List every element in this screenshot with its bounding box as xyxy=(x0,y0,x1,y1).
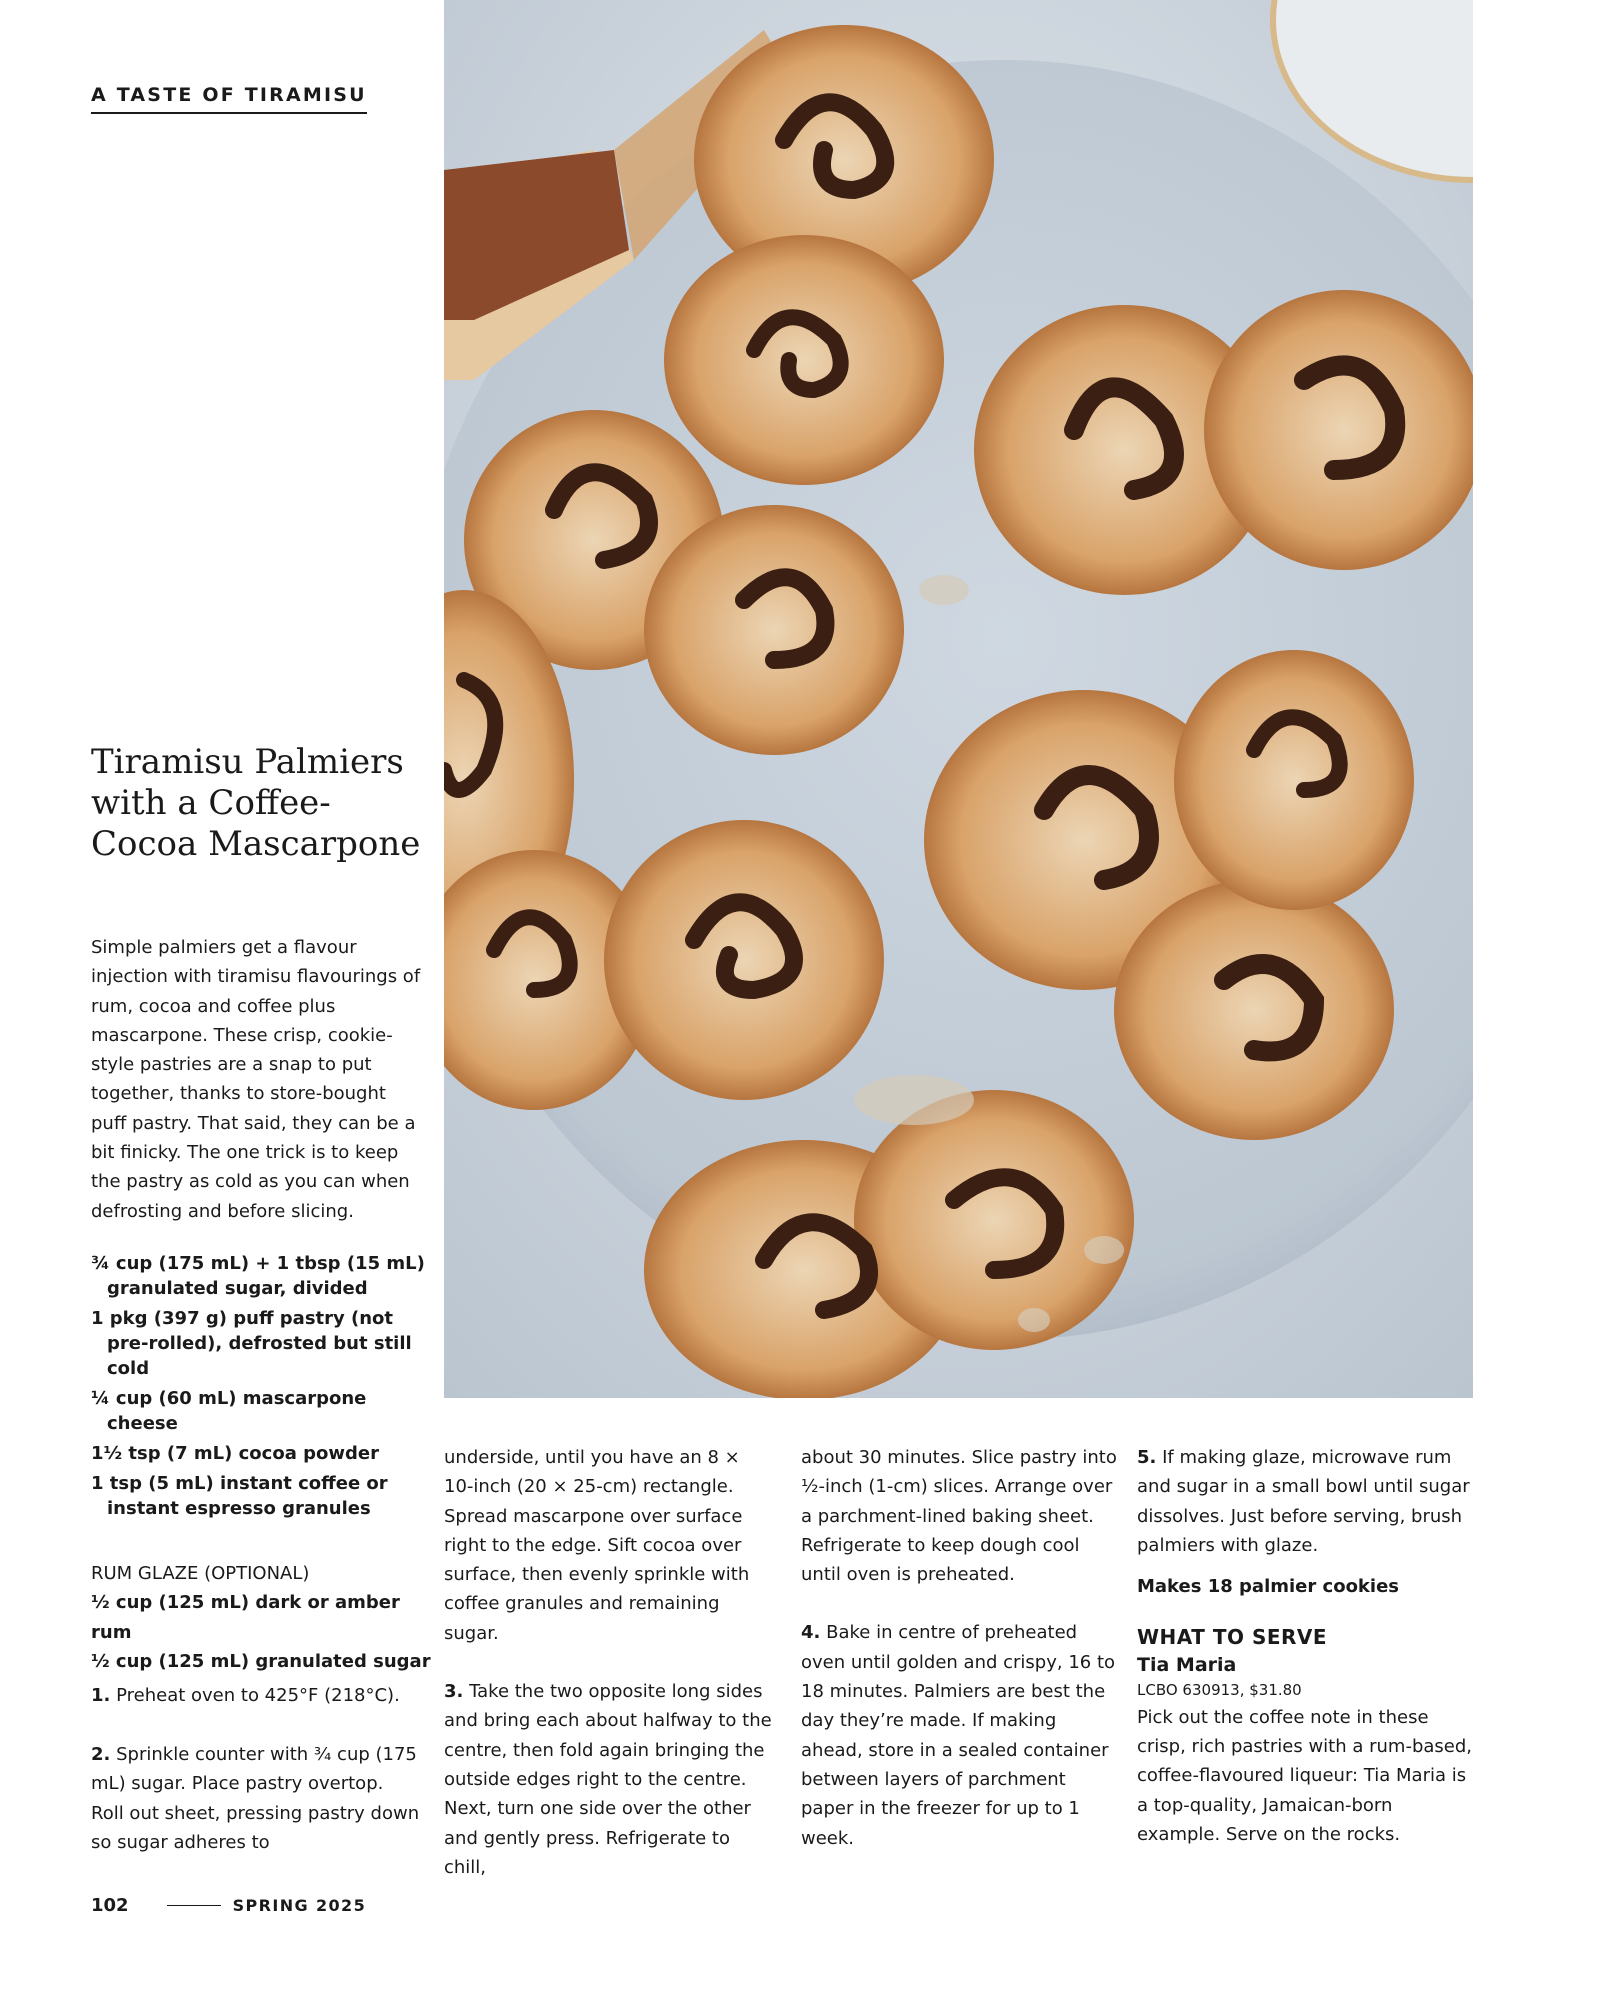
method-column-2 xyxy=(444,1443,774,1882)
ingredient-item: 1½ tsp (7 mL) cocoa powder xyxy=(91,1443,379,1464)
step-text: If making glaze, microwave rum and sugar in a small bowl until sugar dissolves. Just before serving, brush palmiers with glaze. xyxy=(1137,1447,1470,1556)
step-text: Sprinkle counter with ¾ cup (175 mL) sugar. Place pastry overtop. Roll out sheet, pressing pastry down so sugar adheres to xyxy=(91,1744,420,1853)
recipe-intro: Simple palmiers get a flavour injection with tiramisu flavourings of rum, cocoa and coffee plus mascarpone. These crisp, cookie-style pastries are a snap to put together, thanks to store-bought puff pastry. That said, they can be a bit finicky. The one trick is to keep the pastry as cold as you can when defrosting and before slicing. xyxy=(91,937,421,1222)
step-number: 1. xyxy=(91,1685,111,1706)
step-5 xyxy=(1137,1443,1477,1560)
serve-product-name: Tia Maria xyxy=(1137,1653,1237,1676)
step-3-continued: about 30 minutes. Slice pastry into ½-inch (1-cm) slices. Arrange over a parchment-lined baking sheet. Refrigerate to keep dough cool until oven is preheated. xyxy=(801,1447,1117,1586)
ingredient-item: 1 pkg (397 g) puff pastry (not pre-rolled), defrosted but still cold xyxy=(91,1308,412,1379)
step-text: Preheat oven to 425°F (218°C). xyxy=(116,1685,400,1706)
ingredient-list xyxy=(91,1251,431,1526)
glaze-ingredient-list xyxy=(91,1588,431,1677)
section-kicker: A TASTE OF TIRAMISU xyxy=(91,84,367,114)
step-text: Bake in centre of preheated oven until golden and crispy, 16 to 18 minutes. Palmiers are best the day they’re made. If making ahead, store in a sealed container between layers of parchment paper in the freezer for up to 1 week. xyxy=(801,1622,1116,1849)
page-footer xyxy=(91,1895,366,1916)
ingredient-item: 1 tsp (5 mL) instant coffee or instant espresso granules xyxy=(91,1473,388,1519)
glaze-ingredient-item: ½ cup (125 mL) granulated sugar xyxy=(91,1651,431,1672)
ingredient-item: ¼ cup (60 mL) mascarpone cheese xyxy=(91,1388,367,1434)
issue-label: SPRING 2025 xyxy=(232,1896,367,1915)
step-3 xyxy=(444,1677,774,1882)
page-number: 102 xyxy=(91,1895,129,1916)
footer-rule xyxy=(167,1905,221,1906)
step-4 xyxy=(801,1618,1121,1852)
ingredient-item: ¾ cup (175 mL) + 1 tbsp (15 mL) granulated sugar, divided xyxy=(91,1253,425,1299)
glaze-ingredient-item: ½ cup (125 mL) dark or amber rum xyxy=(91,1592,400,1643)
step-1 xyxy=(91,1681,421,1710)
step-2-continued: underside, until you have an 8 × 10-inch (20 × 25-cm) rectangle. Spread mascarpone over surface right to the edge. Sift cocoa over surface, then evenly sprinkle with coffee granules and remaining sugar. xyxy=(444,1447,750,1644)
recipe-yield: Makes 18 palmier cookies xyxy=(1137,1576,1399,1598)
method-column-4 xyxy=(1137,1443,1477,1849)
recipe-title: Tiramisu Palmiers with a Coffee-Cocoa Mascarpone xyxy=(91,742,421,864)
palmiers-illustration xyxy=(444,0,1473,1398)
serve-text: Pick out the coffee note in these crisp, rich pastries with a rum-based, coffee-flavoured liqueur: Tia Maria is a top-quality, Jamaican-born example. Serve on the rocks. xyxy=(1137,1706,1472,1845)
palmiers-photo xyxy=(444,0,1473,1398)
step-number: 3. xyxy=(444,1681,464,1703)
serve-product-code: LCBO 630913, $31.80 xyxy=(1137,1680,1302,1699)
serve-heading: WHAT TO SERVE xyxy=(1137,1625,1328,1650)
step-number: 5. xyxy=(1137,1447,1157,1468)
method-column-3 xyxy=(801,1443,1121,1853)
glaze-heading: RUM GLAZE (OPTIONAL) xyxy=(91,1563,310,1584)
step-2 xyxy=(91,1740,421,1857)
step-number: 2. xyxy=(91,1744,111,1765)
step-text: Take the two opposite long sides and bring each about halfway to the centre, then fold again bringing the outside edges right to the centre. Next, turn one side over the other and gently press. Refrigerate to chill, xyxy=(444,1681,772,1878)
step-number: 4. xyxy=(801,1622,821,1644)
